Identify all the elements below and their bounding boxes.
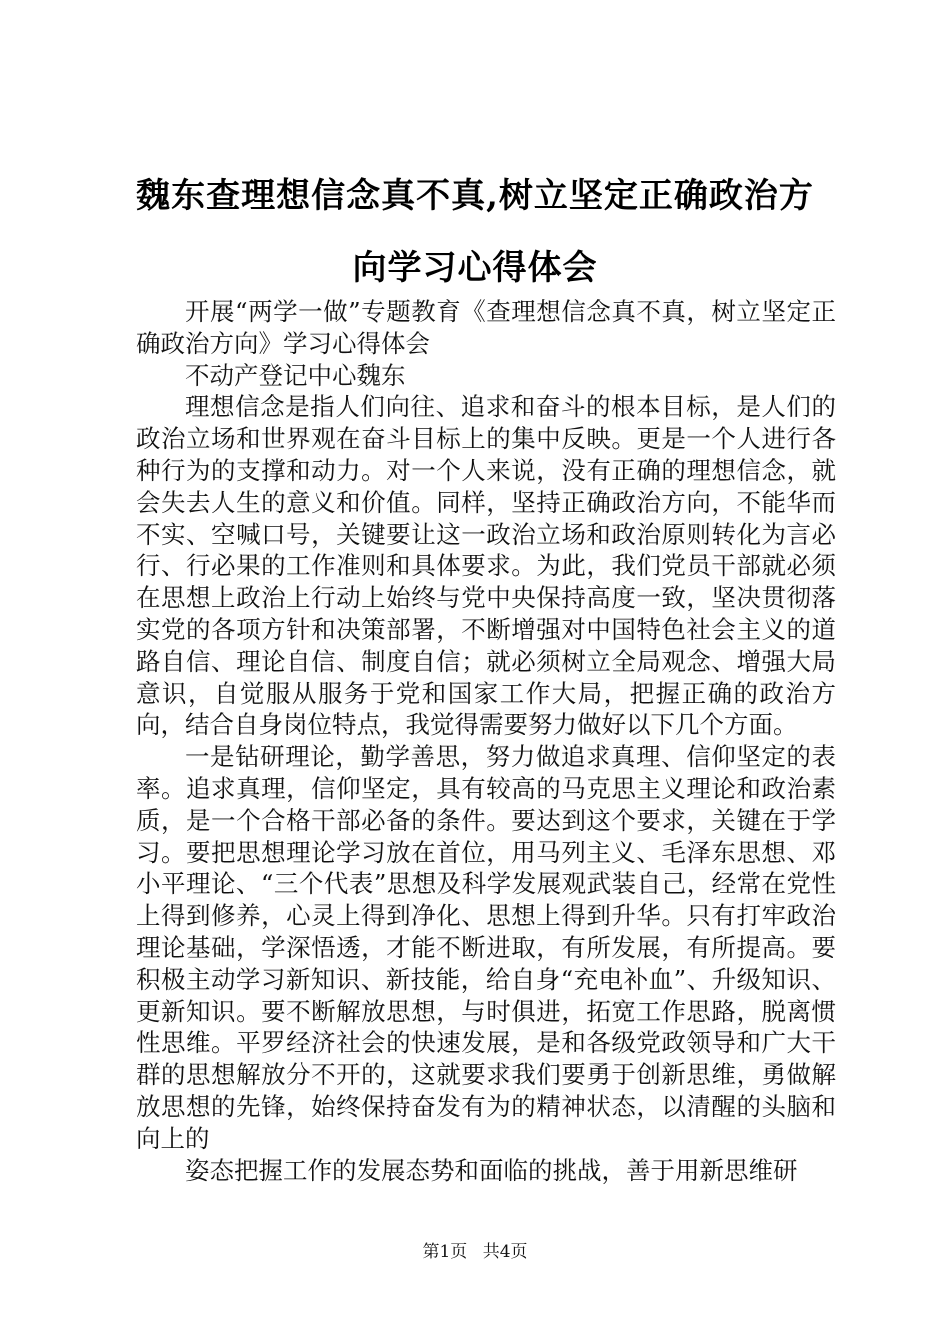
page-total: 共4页: [482, 1242, 528, 1262]
paragraph: 一是钻研理论，勤学善思，努力做追求真理、信仰坚定的表率。追求真理，信仰坚定，具有较高的马克思主义理论和政治素质，是一个合格干部必备的条件。要达到这个要求，关键在于学习。要把思想理论学习放在首位，用马列主义、毛泽东思想、邓小平理论、“三个代表”思想及科学发展观武装自己，经常在党性上得到修养，心灵上得到净化、思想上得到升华。只有打牢政治理论基础，学深悟透，才能不断进取，有所发展，有所提高。要积极主动学习新知识、新技能，给自身“充电补血”、升级知识、更新知识。要不断解放思想，与时俱进，拓宽工作思路，脱离惯性思维。平罗经济社会的快速发展，是和各级党政领导和广大干群的思想解放分不开的，这就要求我们要勇于创新思维，勇做解放思想的先锋，始终保持奋发有为的精神状态，以清醒的头脑和向上的: [136, 742, 836, 1153]
paragraph-author: 不动产登记中心魏东: [185, 360, 406, 390]
document-title: 魏东查理想信念真不真,树立坚定正确政治方向学习心得体会: [136, 176, 814, 288]
page-footer: [0, 1240, 950, 1264]
page-number: 第1页: [422, 1242, 468, 1262]
document-body: [136, 296, 836, 1186]
paragraph-heading: 开展“两学一做”专题教育《查理想信念真不真，树立坚定正确政治方向》学习心得体会: [136, 297, 836, 358]
paragraph: 理想信念是指人们向往、追求和奋斗的根本目标，是人们的政治立场和世界观在奋斗目标上的集中反映。更是一个人进行各种行为的支撑和动力。对一个人来说，没有正确的理想信念，就会失去人生的意义和价值。同样，坚持正确政治方向，不能华而不实、空喊口号，关键要让这一政治立场和政治原则转化为言必行、行必果的工作准则和具体要求。为此，我们党员干部就必须在思想上政治上行动上始终与党中央保持高度一致，坚决贯彻落实党的各项方针和决策部署，不断增强对中国特色社会主义的道路自信、理论自信、制度自信；就必须树立全局观念、增强大局意识，自觉服从服务于党和国家工作大局，把握正确的政治方向，结合自身岗位特点，我觉得需要努力做好以下几个方面。: [136, 392, 836, 740]
paragraph: 姿态把握工作的发展态势和面临的挑战，善于用新思维研: [185, 1155, 798, 1185]
